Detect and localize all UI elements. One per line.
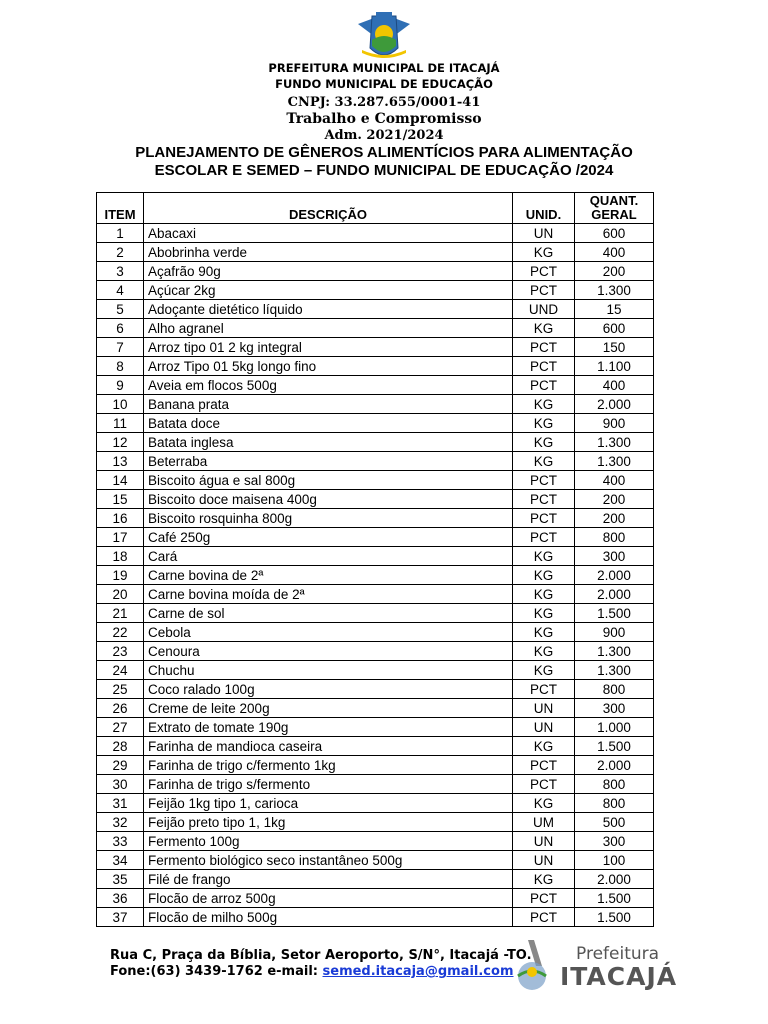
cell-unid: KG [513, 585, 575, 604]
table-row [97, 775, 654, 794]
cell-item: 26 [97, 699, 144, 718]
cell-unid: PCT [513, 376, 575, 395]
cell-quant: 800 [575, 794, 654, 813]
table-row [97, 756, 654, 775]
footer-phone: Fone:(63) 3439-1762 e-mail: [110, 964, 323, 979]
table-row [97, 699, 654, 718]
table-row [97, 319, 654, 338]
cell-descricao: Abacaxi [144, 224, 513, 243]
cell-item: 12 [97, 433, 144, 452]
table-row [97, 661, 654, 680]
cell-descricao: Flocão de milho 500g [144, 908, 513, 927]
table-row [97, 509, 654, 528]
table-row [97, 813, 654, 832]
table-body [97, 224, 654, 927]
cell-quant: 500 [575, 813, 654, 832]
cell-quant: 400 [575, 376, 654, 395]
table-row [97, 604, 654, 623]
cell-unid: KG [513, 661, 575, 680]
cell-descricao: Batata doce [144, 414, 513, 433]
cell-unid: UN [513, 832, 575, 851]
cell-quant: 2.000 [575, 585, 654, 604]
header-line-prefeitura: PREFEITURA MUNICIPAL DE ITACAJÁ [268, 61, 500, 75]
cell-descricao: Aveia em flocos 500g [144, 376, 513, 395]
cell-quant: 1.500 [575, 737, 654, 756]
cell-item: 18 [97, 547, 144, 566]
table-row [97, 376, 654, 395]
cell-descricao: Arroz tipo 01 2 kg integral [144, 338, 513, 357]
cell-unid: KG [513, 794, 575, 813]
column-header-quant-line2: GERAL [591, 207, 637, 222]
table-row [97, 433, 654, 452]
cell-quant: 1.300 [575, 281, 654, 300]
cell-descricao: Cebola [144, 623, 513, 642]
cell-item: 22 [97, 623, 144, 642]
table-row [97, 243, 654, 262]
itacaja-logo-icon [508, 936, 568, 992]
cell-unid: UN [513, 718, 575, 737]
cell-item: 15 [97, 490, 144, 509]
cell-quant: 600 [575, 319, 654, 338]
cell-descricao: Feijão preto tipo 1, 1kg [144, 813, 513, 832]
cell-descricao: Feijão 1kg tipo 1, carioca [144, 794, 513, 813]
cell-unid: KG [513, 452, 575, 471]
cell-item: 24 [97, 661, 144, 680]
table-row [97, 452, 654, 471]
table-header-row [97, 193, 654, 224]
cell-quant: 200 [575, 509, 654, 528]
footer [110, 948, 532, 980]
cell-item: 31 [97, 794, 144, 813]
table-row [97, 870, 654, 889]
cell-item: 7 [97, 338, 144, 357]
cell-item: 17 [97, 528, 144, 547]
cell-descricao: Arroz Tipo 01 5kg longo fino [144, 357, 513, 376]
cell-descricao: Biscoito rosquinha 800g [144, 509, 513, 528]
cell-unid: KG [513, 395, 575, 414]
cell-unid: KG [513, 623, 575, 642]
column-header-quant [575, 193, 654, 224]
table-row [97, 300, 654, 319]
cell-item: 37 [97, 908, 144, 927]
cell-quant: 900 [575, 414, 654, 433]
cell-quant: 2.000 [575, 870, 654, 889]
cell-descricao: Carne de sol [144, 604, 513, 623]
table-row [97, 471, 654, 490]
table-row [97, 357, 654, 376]
cell-descricao: Extrato de tomate 190g [144, 718, 513, 737]
cell-descricao: Flocão de arroz 500g [144, 889, 513, 908]
cell-item: 23 [97, 642, 144, 661]
table-row [97, 851, 654, 870]
cell-unid: PCT [513, 756, 575, 775]
cell-quant: 800 [575, 775, 654, 794]
header-cnpj: CNPJ: 33.287.655/0001-41 [287, 95, 481, 110]
cell-quant: 100 [575, 851, 654, 870]
cell-quant: 1.000 [575, 718, 654, 737]
header-block [0, 60, 768, 92]
cell-quant: 1.500 [575, 889, 654, 908]
document-title-line1: PLANEJAMENTO DE GÊNEROS ALIMENTÍCIOS PARA ALIMENTAÇÃO [135, 144, 633, 161]
footer-logo-itacaja: ITACAJÁ [560, 962, 678, 991]
cell-unid: KG [513, 433, 575, 452]
cell-quant: 2.000 [575, 756, 654, 775]
table-row [97, 680, 654, 699]
cell-unid: KG [513, 243, 575, 262]
cell-item: 19 [97, 566, 144, 585]
cell-descricao: Fermento 100g [144, 832, 513, 851]
cell-quant: 1.500 [575, 908, 654, 927]
cell-unid: UN [513, 699, 575, 718]
cell-quant: 150 [575, 338, 654, 357]
cell-quant: 600 [575, 224, 654, 243]
cell-item: 9 [97, 376, 144, 395]
cell-unid: KG [513, 642, 575, 661]
table-row [97, 623, 654, 642]
cell-descricao: Batata inglesa [144, 433, 513, 452]
cell-item: 2 [97, 243, 144, 262]
cell-descricao: Coco ralado 100g [144, 680, 513, 699]
cell-quant: 300 [575, 832, 654, 851]
cell-unid: KG [513, 870, 575, 889]
cell-item: 16 [97, 509, 144, 528]
document-title [0, 144, 768, 180]
table-row [97, 832, 654, 851]
table-row [97, 490, 654, 509]
cell-item: 30 [97, 775, 144, 794]
cell-quant: 800 [575, 528, 654, 547]
header-adm: Adm. 2021/2024 [324, 128, 444, 143]
table-row [97, 908, 654, 927]
cell-unid: UM [513, 813, 575, 832]
cell-descricao: Café 250g [144, 528, 513, 547]
items-table [96, 192, 654, 927]
cell-quant: 300 [575, 547, 654, 566]
cell-descricao: Açúcar 2kg [144, 281, 513, 300]
header-line-fundo: FUNDO MUNICIPAL DE EDUCAÇÃO [275, 77, 493, 91]
table-row [97, 262, 654, 281]
footer-email-link[interactable]: semed.itacaja@gmail.com [322, 964, 514, 979]
footer-contact [110, 964, 532, 980]
cell-quant: 2.000 [575, 395, 654, 414]
cell-quant: 200 [575, 490, 654, 509]
cell-descricao: Farinha de mandioca caseira [144, 737, 513, 756]
cell-item: 3 [97, 262, 144, 281]
table-row [97, 414, 654, 433]
cell-item: 4 [97, 281, 144, 300]
table-row [97, 224, 654, 243]
table-row [97, 718, 654, 737]
cell-item: 10 [97, 395, 144, 414]
cell-unid: UN [513, 224, 575, 243]
cell-item: 21 [97, 604, 144, 623]
table-row [97, 547, 654, 566]
column-header-descricao: DESCRIÇÃO [144, 193, 513, 224]
column-header-quant-line1: QUANT. [589, 193, 639, 208]
cell-descricao: Adoçante dietético líquido [144, 300, 513, 319]
footer-address: Rua C, Praça da Bíblia, Setor Aeroporto, S/N°, Itacajá -TO. [110, 948, 532, 963]
cell-quant: 1.300 [575, 433, 654, 452]
cell-descricao: Carne bovina moída de 2ª [144, 585, 513, 604]
cell-item: 20 [97, 585, 144, 604]
cell-quant: 800 [575, 680, 654, 699]
cell-unid: KG [513, 547, 575, 566]
cell-quant: 200 [575, 262, 654, 281]
table-row [97, 566, 654, 585]
cell-unid: KG [513, 737, 575, 756]
cell-unid: PCT [513, 528, 575, 547]
cell-quant: 15 [575, 300, 654, 319]
cell-quant: 1.300 [575, 642, 654, 661]
cell-quant: 300 [575, 699, 654, 718]
table-row [97, 794, 654, 813]
cell-unid: PCT [513, 889, 575, 908]
cell-descricao: Farinha de trigo c/fermento 1kg [144, 756, 513, 775]
cell-unid: UND [513, 300, 575, 319]
cell-descricao: Banana prata [144, 395, 513, 414]
cell-quant: 900 [575, 623, 654, 642]
cell-descricao: Alho agranel [144, 319, 513, 338]
table-row [97, 889, 654, 908]
cell-descricao: Farinha de trigo s/fermento [144, 775, 513, 794]
cell-descricao: Biscoito água e sal 800g [144, 471, 513, 490]
cell-descricao: Fermento biológico seco instantâneo 500g [144, 851, 513, 870]
cell-item: 36 [97, 889, 144, 908]
cell-unid: KG [513, 414, 575, 433]
cell-unid: PCT [513, 775, 575, 794]
cell-item: 11 [97, 414, 144, 433]
cell-unid: PCT [513, 509, 575, 528]
table-row [97, 737, 654, 756]
cell-quant: 400 [575, 471, 654, 490]
cell-descricao: Beterraba [144, 452, 513, 471]
cell-quant: 400 [575, 243, 654, 262]
cell-unid: PCT [513, 680, 575, 699]
cell-unid: KG [513, 566, 575, 585]
cell-item: 33 [97, 832, 144, 851]
cell-descricao: Chuchu [144, 661, 513, 680]
cell-item: 27 [97, 718, 144, 737]
table-row [97, 281, 654, 300]
cell-quant: 1.300 [575, 661, 654, 680]
cell-descricao: Cará [144, 547, 513, 566]
municipal-coat-of-arms-icon [352, 10, 416, 62]
cell-quant: 1.300 [575, 452, 654, 471]
table-row [97, 585, 654, 604]
footer-logo-prefeitura: Prefeitura [576, 944, 660, 964]
cell-descricao: Cenoura [144, 642, 513, 661]
column-header-unid: UNID. [513, 193, 575, 224]
cell-descricao: Açafrão 90g [144, 262, 513, 281]
cell-unid: PCT [513, 338, 575, 357]
cell-unid: PCT [513, 357, 575, 376]
cell-unid: PCT [513, 262, 575, 281]
cell-descricao: Abobrinha verde [144, 243, 513, 262]
cell-descricao: Carne bovina de 2ª [144, 566, 513, 585]
cell-quant: 1.500 [575, 604, 654, 623]
cell-unid: PCT [513, 490, 575, 509]
cell-descricao: Filé de frango [144, 870, 513, 889]
header-motto: Trabalho e Compromisso [286, 111, 482, 127]
cell-item: 32 [97, 813, 144, 832]
cell-unid: KG [513, 604, 575, 623]
table-row [97, 395, 654, 414]
cell-item: 5 [97, 300, 144, 319]
cell-quant: 1.100 [575, 357, 654, 376]
cell-unid: KG [513, 319, 575, 338]
table-row [97, 528, 654, 547]
cell-item: 8 [97, 357, 144, 376]
cell-unid: PCT [513, 908, 575, 927]
table-row [97, 642, 654, 661]
cell-item: 35 [97, 870, 144, 889]
cell-unid: PCT [513, 471, 575, 490]
document-title-line2: ESCOLAR E SEMED – FUNDO MUNICIPAL DE EDUCAÇÃO /2024 [154, 162, 614, 179]
cell-item: 29 [97, 756, 144, 775]
cell-item: 25 [97, 680, 144, 699]
cell-descricao: Creme de leite 200g [144, 699, 513, 718]
cell-quant: 2.000 [575, 566, 654, 585]
cell-descricao: Biscoito doce maisena 400g [144, 490, 513, 509]
table-row [97, 338, 654, 357]
cell-item: 14 [97, 471, 144, 490]
cell-item: 13 [97, 452, 144, 471]
cell-item: 6 [97, 319, 144, 338]
cell-unid: PCT [513, 281, 575, 300]
cell-item: 34 [97, 851, 144, 870]
column-header-item: ITEM [97, 193, 144, 224]
cell-item: 28 [97, 737, 144, 756]
cell-unid: UN [513, 851, 575, 870]
cell-item: 1 [97, 224, 144, 243]
